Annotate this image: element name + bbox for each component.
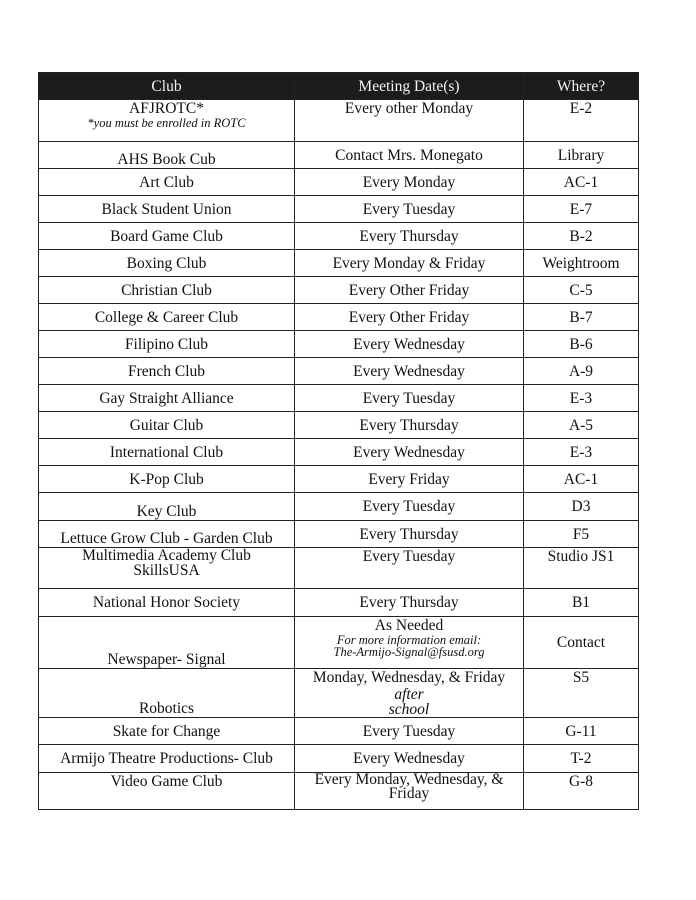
clubs-table [38,72,639,810]
meeting-cell: Every Tuesday [295,493,524,521]
where-cell: T-2 [524,745,639,773]
club-cell: Key Club [39,493,295,521]
where-cell: S5 [524,669,639,718]
club-cell: Skate for Change [39,718,295,745]
club-cell: Gay Straight Alliance [39,385,295,412]
meeting-cell: Every Other Friday [295,304,524,331]
table-row [39,745,639,773]
meeting-cell: Every Wednesday [295,331,524,358]
table-row [39,669,639,718]
table-row [39,250,639,277]
where-cell: B-6 [524,331,639,358]
club-note: *you must be enrolled in ROTC [87,116,246,130]
club-cell: K-Pop Club [39,466,295,493]
meeting-cell [295,773,524,810]
meeting-cell: Every Wednesday [295,358,524,385]
meeting-cell: Every Wednesday [295,439,524,466]
meeting-cell [295,617,524,669]
table-row [39,100,639,142]
table-row [39,466,639,493]
club-cell: Filipino Club [39,331,295,358]
where-cell: G-8 [524,773,639,810]
club-name: Multimedia Academy Club [82,547,251,564]
meeting-text: Every Monday, Wednesday, & [314,771,504,788]
club-cell: Robotics [39,669,295,718]
where-cell: Studio JS1 [524,548,639,589]
table-row [39,169,639,196]
meeting-cell: Contact Mrs. Monegato [295,142,524,169]
header-where: Where? [524,73,639,100]
club-cell: Boxing Club [39,250,295,277]
where-cell: E-3 [524,385,639,412]
club-cell: Newspaper- Signal [39,617,295,669]
meeting-cell: Every Tuesday [295,196,524,223]
meeting-cell: Every Tuesday [295,385,524,412]
table-row [39,142,639,169]
where-cell: C-5 [524,277,639,304]
table-row [39,548,639,589]
club-cell: National Honor Society [39,589,295,617]
where-cell: Library [524,142,639,169]
header-meeting-dates: Meeting Date(s) [295,73,524,100]
meeting-cell: Every other Monday [295,100,524,142]
table-row [39,718,639,745]
meeting-cell: Every Monday & Friday [295,250,524,277]
club-cell: Guitar Club [39,412,295,439]
where-cell: B1 [524,589,639,617]
club-cell: AHS Book Cub [39,142,295,169]
where-cell: E-3 [524,439,639,466]
table-row [39,304,639,331]
where-cell: E-7 [524,196,639,223]
table-row [39,439,639,466]
club-cell: Black Student Union [39,196,295,223]
table-row [39,331,639,358]
table-row [39,385,639,412]
meeting-cell: Every Tuesday [295,548,524,589]
meeting-cell: Every Monday [295,169,524,196]
meeting-cell: Every Thursday [295,412,524,439]
club-name: AFJROTC* [129,100,204,117]
club-cell: College & Career Club [39,304,295,331]
table-row [39,521,639,548]
where-cell: B-7 [524,304,639,331]
table-row [39,358,639,385]
club-cell: Armijo Theatre Productions- Club [39,745,295,773]
where-cell: F5 [524,521,639,548]
where-cell: E-2 [524,100,639,142]
table-row [39,617,639,669]
club-cell [39,548,295,589]
club-cell [39,100,295,142]
meeting-text-line2: Friday [388,785,430,802]
meeting-text-line2: school [388,701,430,718]
meeting-cell: Every Friday [295,466,524,493]
meeting-cell: Every Thursday [295,589,524,617]
club-cell: Christian Club [39,277,295,304]
header-club: Club [39,73,295,100]
club-cell: International Club [39,439,295,466]
table-row [39,773,639,810]
table-row [39,277,639,304]
where-cell: B-2 [524,223,639,250]
where-cell: G-11 [524,718,639,745]
table-row [39,196,639,223]
meeting-text: As Needed [374,617,444,634]
where-cell: D3 [524,493,639,521]
meeting-cell: Every Tuesday [295,718,524,745]
club-cell: Art Club [39,169,295,196]
where-cell: AC-1 [524,169,639,196]
club-name-line2: SkillsUSA [133,562,200,579]
meeting-cell: Every Wednesday [295,745,524,773]
meeting-note: For more information email: [336,633,482,647]
club-cell: Video Game Club [39,773,295,810]
table-row [39,412,639,439]
club-cell: Board Game Club [39,223,295,250]
meeting-cell [295,669,524,718]
where-cell: A-5 [524,412,639,439]
where-cell: Weightroom [524,250,639,277]
where-cell: A-9 [524,358,639,385]
meeting-cell: Every Thursday [295,521,524,548]
meeting-cell: Every Thursday [295,223,524,250]
meeting-email: The-Armijo-Signal@fsusd.org [333,645,485,659]
where-cell: Contact [524,617,639,669]
meeting-text: Monday, Wednesday, & Friday [312,669,506,686]
table-row [39,223,639,250]
table-row [39,493,639,521]
table-row [39,589,639,617]
header-row [39,73,639,100]
where-cell: AC-1 [524,466,639,493]
meeting-italic: after [394,686,424,703]
meeting-cell: Every Other Friday [295,277,524,304]
club-cell: French Club [39,358,295,385]
club-cell: Lettuce Grow Club - Garden Club [39,521,295,548]
